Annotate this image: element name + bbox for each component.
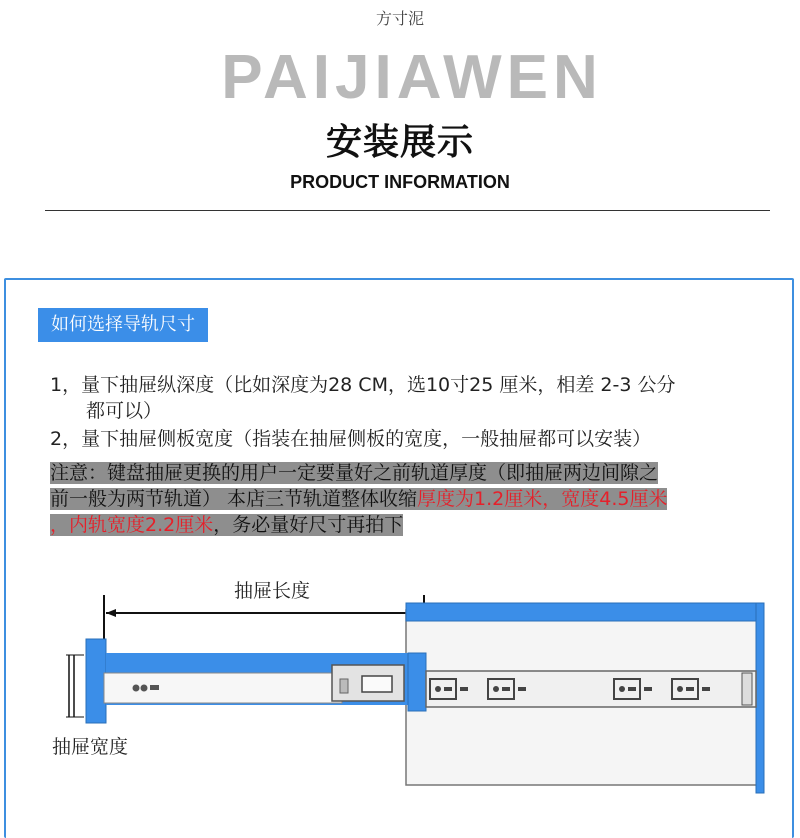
width-label: 抽屉宽度 <box>52 736 129 758</box>
note-red-text: ，内轨宽度2.2厘米 <box>50 514 214 536</box>
note-text: ，务必量好尺寸再拍下 <box>213 514 404 536</box>
cabinet-top-panel <box>406 603 764 621</box>
brand-logo-text: PAIJIAWEN <box>221 43 603 104</box>
brand-logo <box>185 42 640 104</box>
note-text: 注意：键盘抽屉更换的用户一定要量好之前轨道厚度（即抽屉两边间隙之 <box>50 462 659 484</box>
section-tag: 如何选择导轨尺寸 <box>38 308 208 342</box>
instruction-line-2: 2，量下抽屉侧板宽度（指装在抽屉侧板的宽度，一般抽屉都可以安装） <box>50 428 652 450</box>
arrow-left-icon <box>106 609 116 617</box>
note-line-2 <box>50 486 667 512</box>
slider-clip-icon <box>362 676 392 692</box>
rail-slot-icon <box>150 685 159 690</box>
instruction-line-1-cont: 都可以） <box>86 400 163 422</box>
title-divider <box>45 210 770 211</box>
instruction-line-1: 1，量下抽屉纵深度（比如深度为28 CM，选10寸25 厘米，相差 2-3 公分 <box>50 374 676 396</box>
note-line-1 <box>50 460 658 486</box>
cabinet-side-panel <box>756 603 764 793</box>
page-subtitle: PRODUCT INFORMATION <box>290 172 510 192</box>
length-label: 抽屉长度 <box>233 580 311 602</box>
note-line-3 <box>50 512 403 538</box>
note-red-text: 厚度为1.2厘米，宽度4.5厘米 <box>417 488 668 510</box>
drawer-back-panel <box>408 653 426 711</box>
page-title: 安装展示 <box>325 122 474 163</box>
inner-rail <box>104 673 342 703</box>
brand-small-text: 方寸泥 <box>375 9 424 28</box>
rail-hole-icon <box>133 685 140 692</box>
drawer-front-panel <box>86 639 106 723</box>
note-text: 前一般为两节轨道） 本店三节轨道整体收缩 <box>50 488 418 510</box>
rail-hole-icon <box>141 685 148 692</box>
slider-latch-icon <box>340 679 348 693</box>
drawer-rail-diagram <box>40 565 780 805</box>
rail-end-stop-icon <box>742 673 752 705</box>
